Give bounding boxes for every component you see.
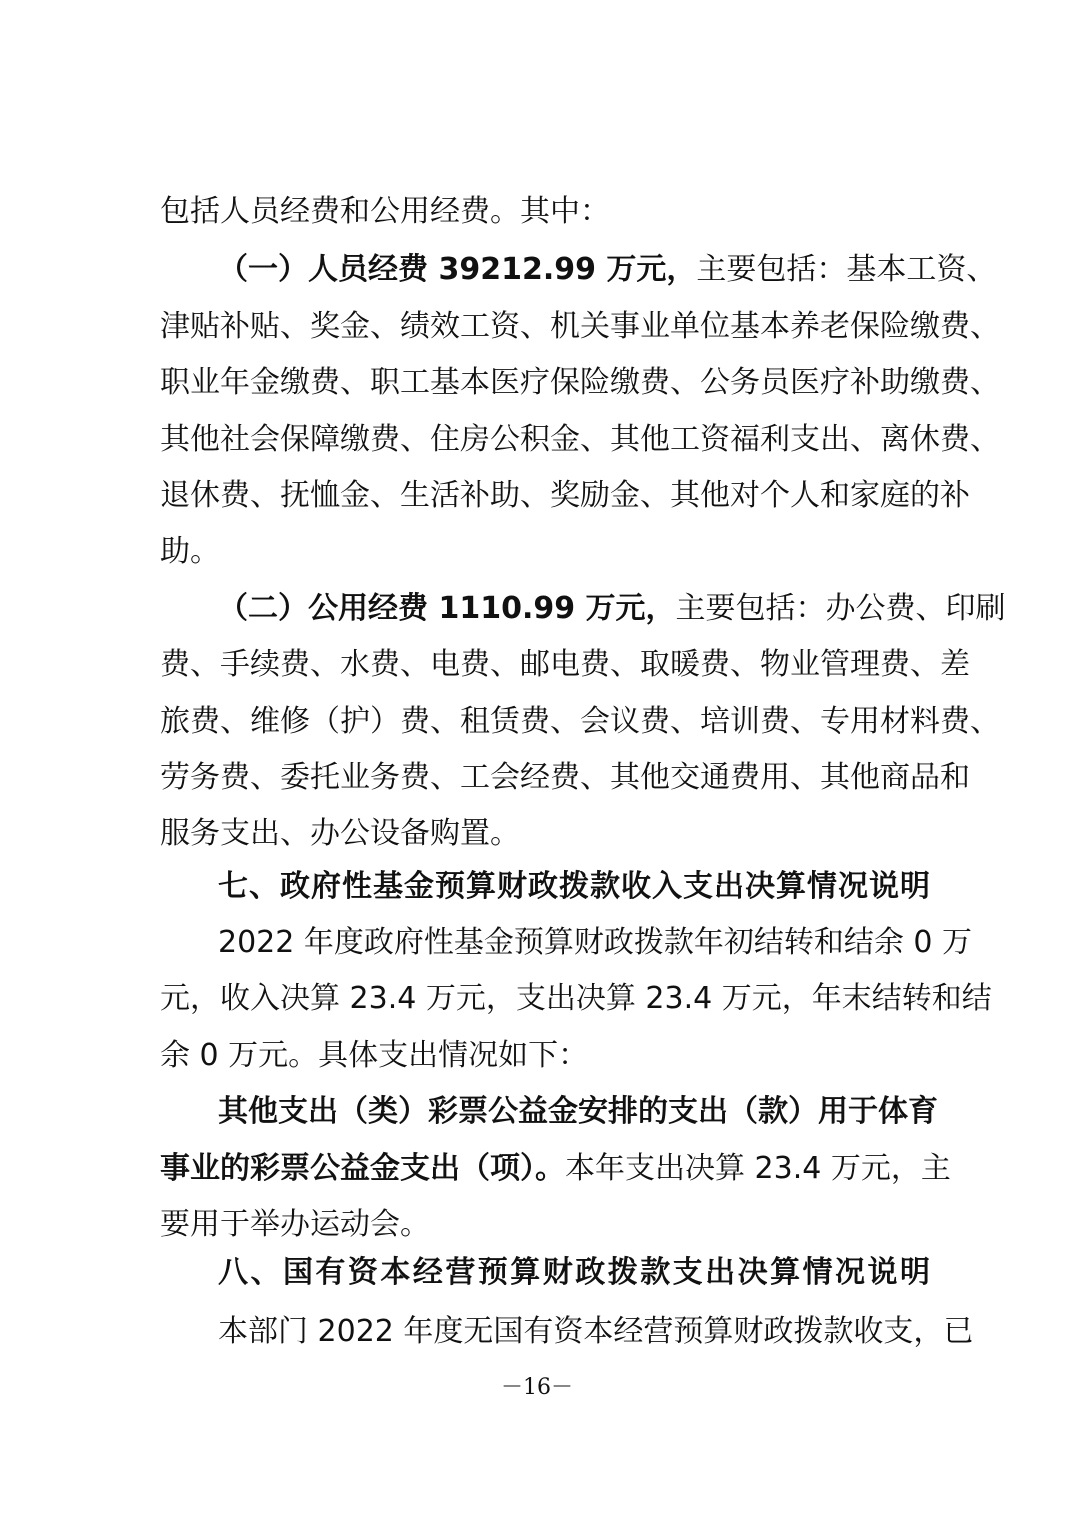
public-expenses-heading: （二）公用经费 1110.99 万元， — [218, 591, 676, 626]
personnel-expenses-line-2: 津贴补贴、奖金、绩效工资、机关事业单位基本养老保险缴费、 — [160, 309, 1000, 344]
section-7-line-2: 元，收入决算 23.4 万元，支出决算 23.4 万元，年末结转和结 — [160, 981, 992, 1016]
intro-line: 包括人员经费和公用经费。其中： — [160, 194, 610, 229]
section-7-title: 七、政府性基金预算财政拨款收入支出决算情况说明 — [218, 869, 930, 904]
section-7-item-text: 本年支出决算 23.4 万元，主 — [565, 1151, 951, 1186]
section-8-title: 八、国有资本经营预算财政拨款支出决算情况说明 — [218, 1255, 930, 1290]
page-number: －16－ — [501, 1375, 573, 1400]
section-7-line-1: 2022 年度政府性基金预算财政拨款年初结转和结余 0 万 — [218, 925, 973, 960]
section-8-line-1: 本部门 2022 年度无国有资本经营预算财政拨款收支，已 — [218, 1314, 974, 1349]
public-expenses-line-5: 服务支出、办公设备购置。 — [160, 816, 520, 851]
public-expenses-text: 主要包括：办公费、印刷 — [675, 591, 1006, 626]
personnel-expenses-line-3: 职业年金缴费、职工基本医疗保险缴费、公务员医疗补助缴费、 — [160, 365, 1000, 400]
personnel-expenses-heading: （一）人员经费 39212.99 万元， — [218, 252, 697, 287]
public-expenses-line-2: 费、手续费、水费、电费、邮电费、取暖费、物业管理费、差 — [160, 647, 970, 682]
personnel-expenses-line-1 — [218, 250, 997, 290]
section-7-item-heading-2: 事业的彩票公益金支出（项）。 — [160, 1151, 565, 1186]
public-expenses-line-1 — [218, 589, 1006, 629]
section-7-item-line-3: 要用于举办运动会。 — [160, 1207, 430, 1242]
public-expenses-line-3: 旅费、维修（护）费、租赁费、会议费、培训费、专用材料费、 — [160, 704, 1000, 739]
section-7-line-3: 余 0 万元。具体支出情况如下： — [160, 1038, 589, 1073]
section-7-item-heading-1: 其他支出（类）彩票公益金安排的支出（款）用于体育 — [218, 1094, 938, 1129]
section-7-item-line-2 — [160, 1149, 951, 1189]
personnel-expenses-line-6: 助。 — [160, 534, 220, 569]
public-expenses-line-4: 劳务费、委托业务费、工会经费、其他交通费用、其他商品和 — [160, 760, 970, 795]
personnel-expenses-line-4: 其他社会保障缴费、住房公积金、其他工资福利支出、离休费、 — [160, 422, 1000, 457]
personnel-expenses-line-5: 退休费、抚恤金、生活补助、奖励金、其他对个人和家庭的补 — [160, 478, 970, 513]
personnel-expenses-text: 主要包括：基本工资、 — [696, 252, 997, 287]
